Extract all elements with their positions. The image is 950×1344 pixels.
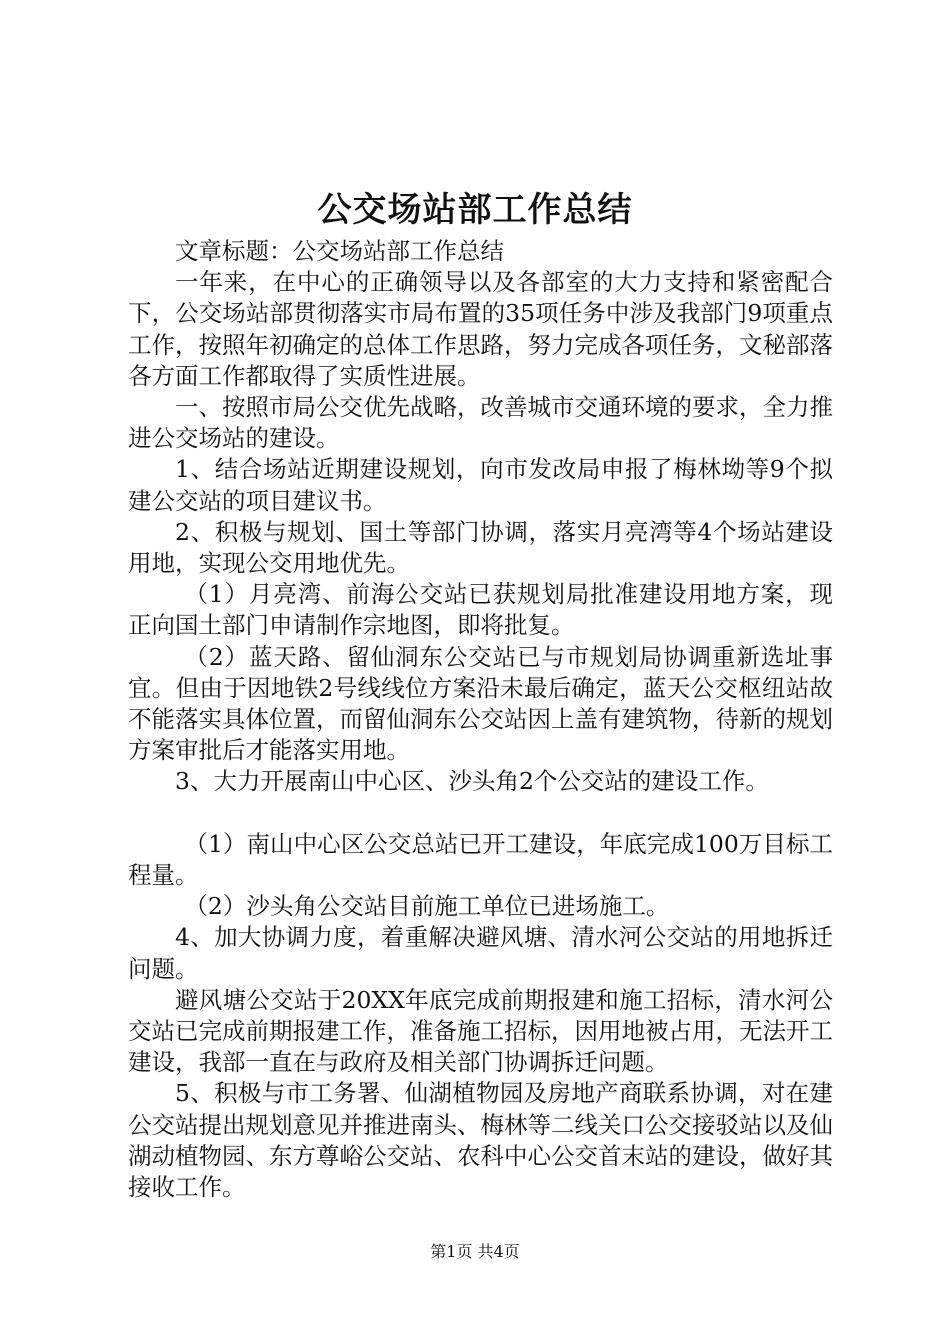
document-body (128, 236, 833, 1203)
paragraph-item-3: 3、大力开展南山中心区、沙头角2个公交站的建设工作。 (175, 767, 769, 796)
document-title: 公交场站部工作总结 (317, 190, 633, 230)
page-footer: 第1页 共4页 (430, 1242, 520, 1261)
paragraph-intro: 一年来，在中心的正确领导以及各部室的大力支持和紧密配合下，公交场站部贯彻落实市局布置的35项任务中涉及我部门9项重点工作，按照年初确定的总体工作思路，努力完成各项任务，文秘部落各方面工作都取得了实质性进展。 (128, 268, 833, 390)
section-heading-1: 一、按照市局公交优先战略，改善城市交通环境的要求，全力推进公交场站的建设。 (128, 393, 833, 453)
paragraph-item-4-detail: 避风塘公交站于20XX年底完成前期报建和施工招标，清水河公交站已完成前期报建工作，准备施工招标，因用地被占用，无法开工建设，我部一直在与政府及相关部门协调拆迁问题。 (128, 985, 833, 1077)
paragraph-spacer (128, 798, 833, 829)
paragraph-item-3-1: （1）南山中心区公交总站已开工建设，年底完成100万目标工程量。 (128, 829, 833, 890)
paragraph-item-2: 2、积极与规划、国土等部门协调，落实月亮湾等4个场站建设用地，实现公交用地优先。 (128, 517, 833, 578)
article-title-line: 文章标题：公交场站部工作总结 (175, 237, 504, 265)
paragraph-item-2-2: （2）蓝天路、留仙洞东公交站已与市规划局协调重新选址事宜。但由于因地铁2号线线位方案沿未最后确定，蓝天公交枢纽站故不能落实具体位置，而留仙洞东公交站因上盖有建筑物，待新的规划方案审批后才能落实用地。 (128, 642, 833, 765)
paragraph-item-4: 4、加大协调力度，着重解决避风塘、清水河公交站的用地拆迁问题。 (128, 923, 833, 983)
paragraph-item-1: 1、结合场站近期建设规划，向市发改局申报了梅林坳等9个拟建公交站的项目建议书。 (128, 455, 833, 515)
paragraph-item-3-2: （2）沙头角公交站目前施工单位已进场施工。 (184, 892, 670, 921)
paragraph-item-5: 5、积极与市工务署、仙湖植物园及房地产商联系协调，对在建公交站提出规划意见并推进南头、梅林等二线关口公交接驳站以及仙湖动植物园、东方尊峪公交站、农科中心公交首末站的建设，做好其接收工作。 (128, 1079, 833, 1202)
paragraph-item-2-1: （1）月亮湾、前海公交站已获规划局批准建设用地方案，现正向国土部门申请制作宗地图，即将批复。 (128, 580, 833, 640)
